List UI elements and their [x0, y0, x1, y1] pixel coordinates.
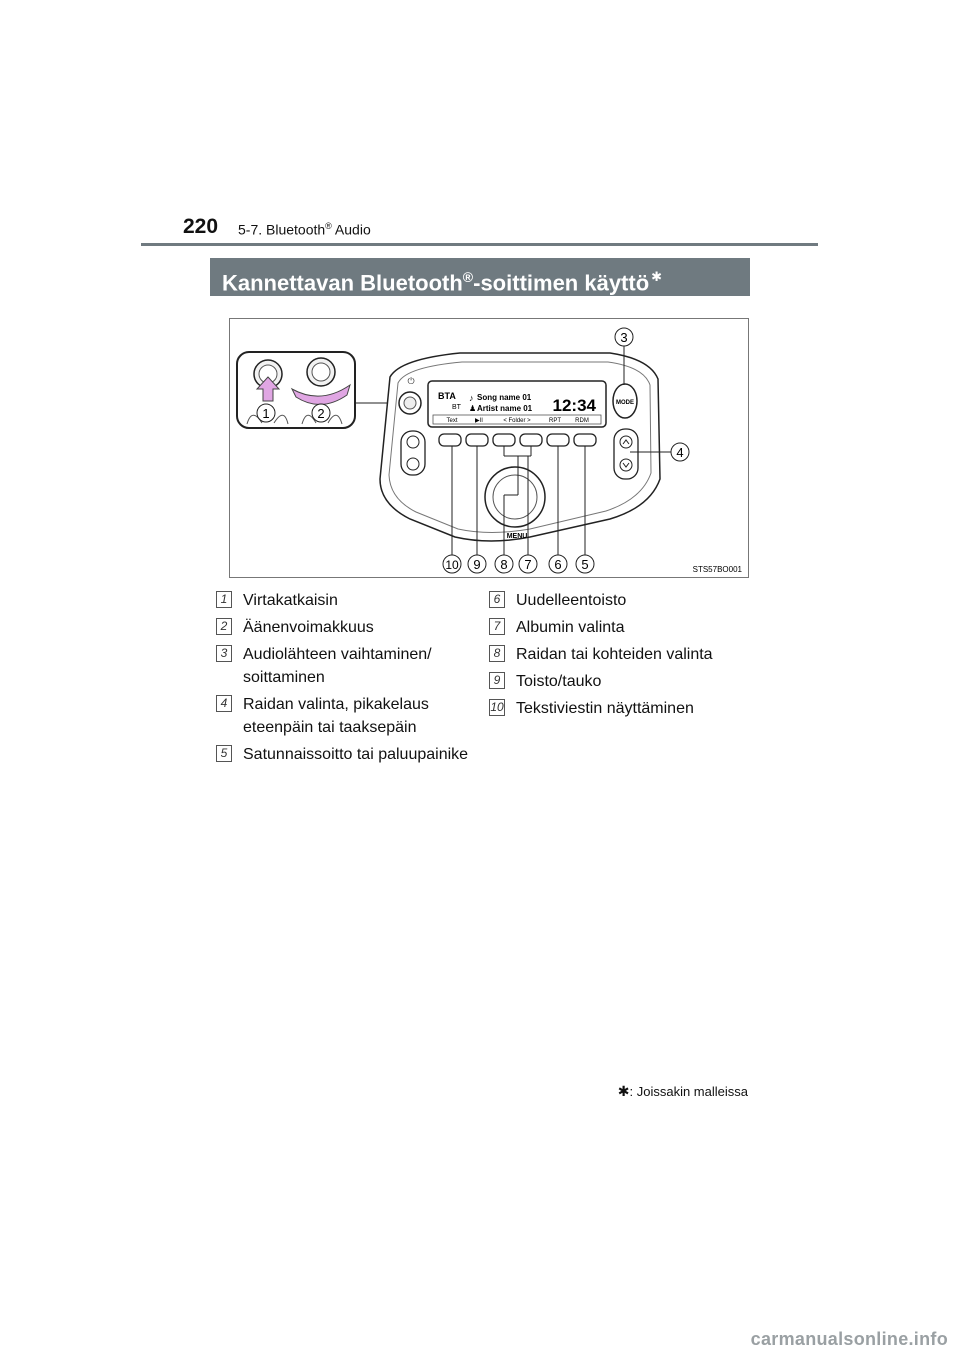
- legend-item: [210, 643, 470, 689]
- legend-text: Toisto/tauko: [516, 673, 602, 690]
- softkey-button-2: [466, 434, 488, 446]
- softkey-rdm: RDM: [575, 418, 589, 424]
- header-rule: [141, 243, 818, 246]
- callout-5: 5: [581, 557, 589, 572]
- callout-8: 8: [500, 557, 508, 572]
- music-note-icon: ♪: [469, 393, 474, 403]
- display-source: BT: [452, 404, 461, 411]
- display-source-top: BTA: [438, 391, 456, 401]
- audio-unit-figure: [229, 318, 749, 578]
- legend-item: [210, 743, 470, 766]
- display-clock: 12:34: [552, 396, 596, 415]
- title-bar: [210, 258, 750, 296]
- legend-text: Äänenvoimakkuus: [243, 619, 374, 636]
- callout-2: 2: [317, 406, 325, 421]
- legend-text: Tekstiviestin näyttäminen: [516, 700, 694, 717]
- callout-7: 7: [524, 557, 532, 572]
- legend-text: Audiolähteen vaihtaminen/ soittaminen: [243, 646, 432, 686]
- legend-item: [210, 616, 470, 639]
- display-song: Song name 01: [477, 393, 532, 402]
- svg-text:⏻: ⏻: [407, 376, 415, 386]
- softkey-button-5: [547, 434, 569, 446]
- legend-text: Virtakatkaisin: [243, 592, 338, 609]
- section-title: [238, 221, 371, 238]
- softkey-text: Text: [446, 418, 458, 424]
- legend-number: 7: [489, 618, 505, 635]
- callout-3: 3: [620, 330, 628, 345]
- footnote: [618, 1083, 748, 1100]
- legend-left: [210, 589, 470, 770]
- legend-item: [210, 693, 470, 739]
- legend-number: 3: [216, 645, 232, 662]
- legend-item: [483, 697, 743, 720]
- legend-text: Raidan valinta, pikakelaus eteenpäin tai taaksepäin: [243, 696, 429, 736]
- seek-up-icon: [620, 436, 632, 448]
- figure-code: STS57BO001: [692, 565, 742, 574]
- legend-number: 4: [216, 695, 232, 712]
- title-text-b: -soittimen käyttö: [473, 270, 650, 296]
- section-suffix: Audio: [331, 221, 371, 238]
- legend-text: Satunnaissoitto tai paluupainike: [243, 746, 469, 763]
- softkey-button-4: [520, 434, 542, 446]
- phone-hangup-icon: [407, 458, 419, 470]
- legend-right: [483, 589, 743, 724]
- softkey-folder: < Folder >: [503, 418, 531, 424]
- softkey-rpt: RPT: [549, 418, 561, 424]
- legend-item: [483, 589, 743, 612]
- title-asterisk: ✱: [651, 269, 663, 284]
- footnote-asterisk: ✱: [617, 1083, 630, 1099]
- title-registered-mark: ®: [462, 269, 474, 285]
- legend-item: [483, 643, 743, 666]
- page-number: 220: [183, 215, 219, 238]
- callout-1: 1: [262, 406, 270, 421]
- title-text-a: Kannettavan Bluetooth: [222, 270, 463, 296]
- softkey-button-3: [493, 434, 515, 446]
- softkey-button-1: [439, 434, 461, 446]
- legend-number: 8: [489, 645, 505, 662]
- display-artist: Artist name 01: [477, 404, 533, 413]
- legend-number: 6: [489, 591, 505, 608]
- mode-label: MODE: [616, 400, 634, 406]
- legend-number: 9: [489, 672, 505, 689]
- legend-text: Raidan tai kohteiden valinta: [516, 646, 713, 663]
- legend-item: [483, 670, 743, 693]
- callout-10: 10: [445, 558, 459, 572]
- softkey-play-pause: ▶II: [475, 418, 483, 424]
- registered-mark: ®: [325, 221, 332, 231]
- legend-number: 2: [216, 618, 232, 635]
- softkey-button-6: [574, 434, 596, 446]
- footnote-text: : Joissakin malleissa: [629, 1084, 748, 1099]
- legend-number: 10: [490, 700, 504, 714]
- knob-inset: [237, 352, 355, 428]
- person-icon: ♟: [469, 404, 477, 413]
- menu-label: MENU: [506, 533, 528, 540]
- callout-4: 4: [676, 445, 684, 460]
- legend-number: 5: [216, 745, 232, 762]
- legend-number: 1: [216, 591, 232, 608]
- callout-6: 6: [554, 557, 562, 572]
- callout-9: 9: [473, 557, 481, 572]
- legend-item: [483, 616, 743, 639]
- legend-text: Uudelleentoisto: [516, 592, 627, 609]
- legend-item: [210, 589, 470, 612]
- section-prefix: 5-7. Bluetooth: [238, 221, 326, 238]
- seek-down-icon: [620, 459, 632, 471]
- legend-text: Albumin valinta: [516, 619, 625, 636]
- phone-pickup-icon: [407, 436, 419, 448]
- watermark: carmanualsonline.info: [750, 1329, 948, 1349]
